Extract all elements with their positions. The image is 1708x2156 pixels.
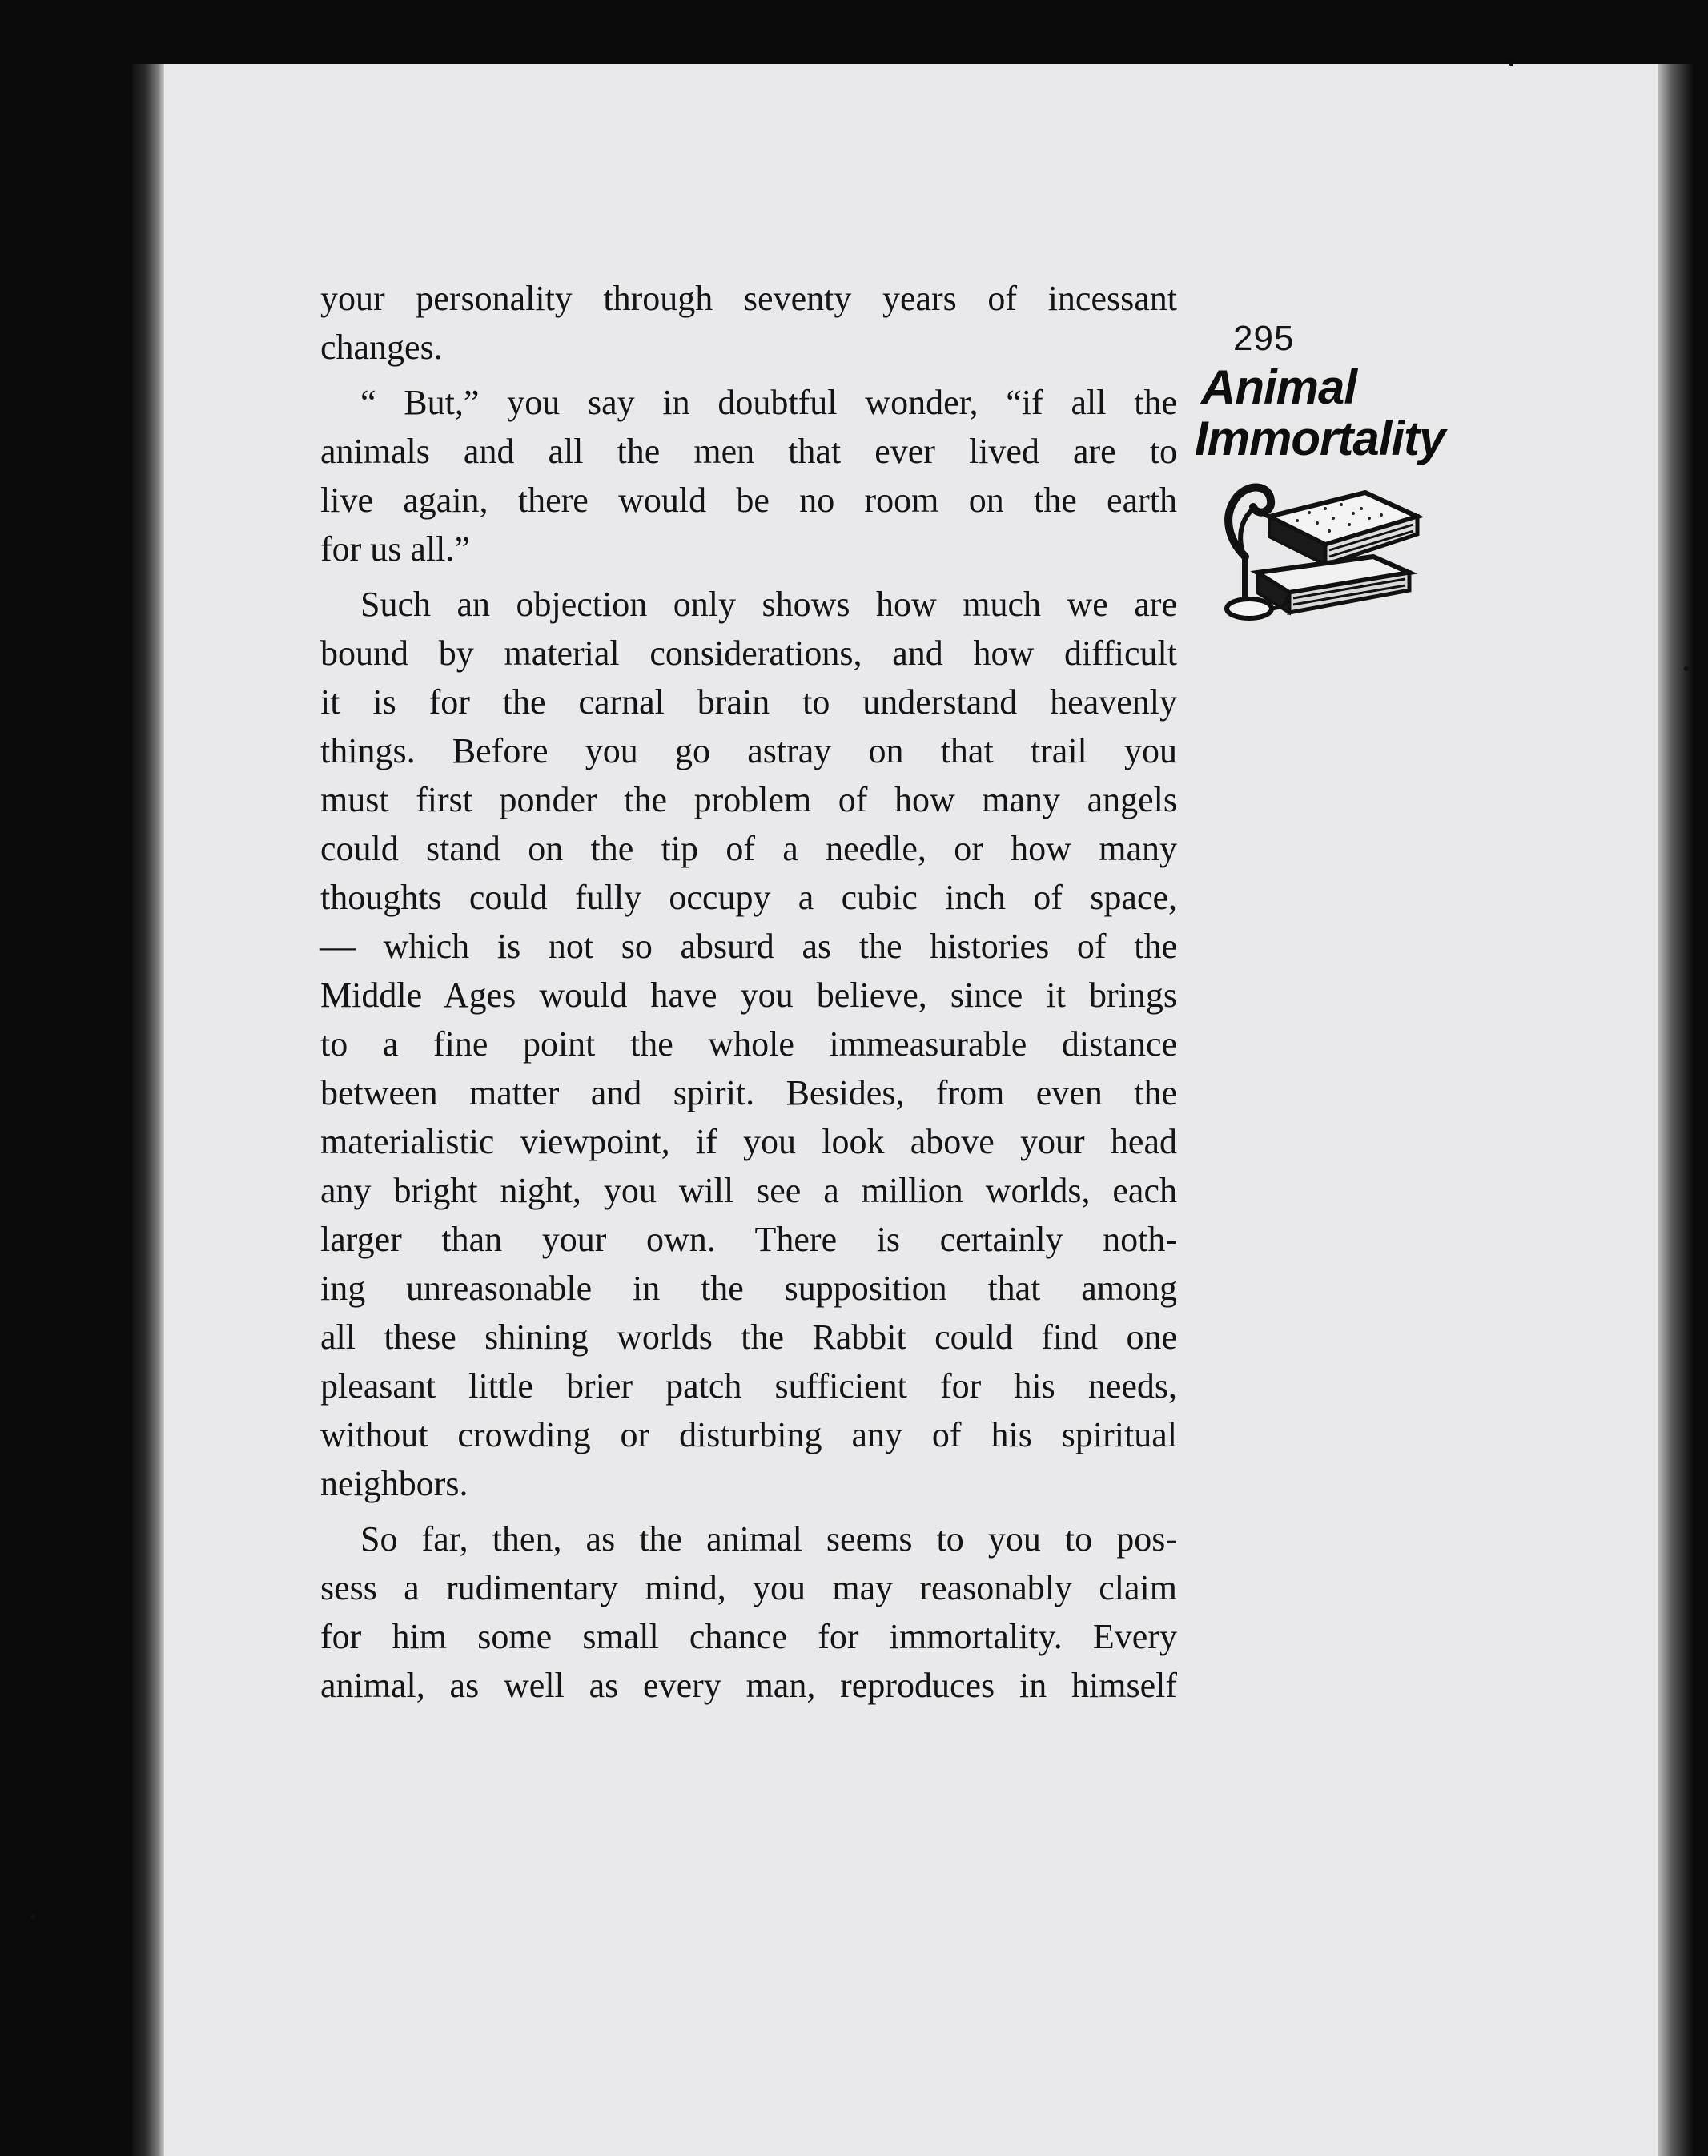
right-scan-edge: [1658, 64, 1708, 2156]
text-line: things. Before you go astray on that trail you: [320, 731, 1177, 770]
text-line: to a fine point the whole immeasurable distance: [320, 1024, 1177, 1064]
running-head-line-1: Animal: [1201, 360, 1357, 414]
text-line: materialistic viewpoint, if you look above your head: [320, 1122, 1177, 1161]
text-line: must first ponder the problem of how many angels: [320, 780, 1177, 819]
book-spine-edge: [132, 64, 164, 2156]
scan-speck: [1684, 666, 1689, 671]
text-line: thoughts could fully occupy a cubic inch of space,: [320, 878, 1177, 917]
paragraph-4: [320, 1514, 1177, 1710]
text-line: any bright night, you will see a million worlds, each: [320, 1171, 1177, 1210]
text-line: changes.: [320, 328, 443, 367]
text-line: live again, there would be no room on the earth: [320, 481, 1177, 520]
books-and-lamp-icon: [1213, 461, 1433, 629]
left-scan-margin: [0, 64, 132, 2156]
text-line: animal, as well as every man, reproduces in himself: [320, 1666, 1177, 1705]
paragraph-2: [320, 378, 1177, 573]
text-line: sess a rudimentary mind, you may reasonably claim: [320, 1568, 1177, 1607]
body-text: [320, 274, 1177, 1710]
text-line: ing unreasonable in the supposition that among: [320, 1269, 1177, 1308]
text-line: without crowding or disturbing any of his spiritual: [320, 1415, 1177, 1454]
text-line: for us all.”: [320, 529, 470, 569]
text-line: your personality through seventy years of incessant: [320, 279, 1177, 318]
text-line: So far, then, as the animal seems to you to pos-: [360, 1519, 1177, 1559]
text-line: neighbors.: [320, 1464, 468, 1503]
text-line: bound by material considerations, and how difficult: [320, 634, 1177, 673]
text-line: larger than your own. There is certainly noth-: [320, 1220, 1177, 1259]
text-line: all these shining worlds the Rabbit could find one: [320, 1317, 1177, 1357]
running-head-line-2: Immortality: [1195, 412, 1445, 465]
text-line: “ But,” you say in doubtful wonder, “if all the: [360, 383, 1177, 422]
text-line: — which is not so absurd as the histories of the: [320, 927, 1177, 966]
text-line: pleasant little brier patch sufficient for his needs,: [320, 1366, 1177, 1406]
page-number: 295: [1233, 319, 1295, 358]
text-line: animals and all the men that ever lived are to: [320, 432, 1177, 471]
paragraph-1: [320, 274, 1177, 372]
text-line: Middle Ages would have you believe, since it brings: [320, 975, 1177, 1015]
running-head: [1195, 360, 1445, 465]
text-line: for him some small chance for immortality. Every: [320, 1617, 1177, 1656]
text-line: between matter and spirit. Besides, from even the: [320, 1073, 1177, 1112]
text-line: it is for the carnal brain to understand heavenly: [320, 682, 1177, 722]
paragraph-3: [320, 580, 1177, 1508]
text-line: could stand on the tip of a needle, or how many: [320, 829, 1177, 868]
scan-speck: [1509, 62, 1513, 66]
text-line: Such an objection only shows how much we are: [360, 585, 1177, 624]
scan-speck: [30, 1914, 35, 1919]
